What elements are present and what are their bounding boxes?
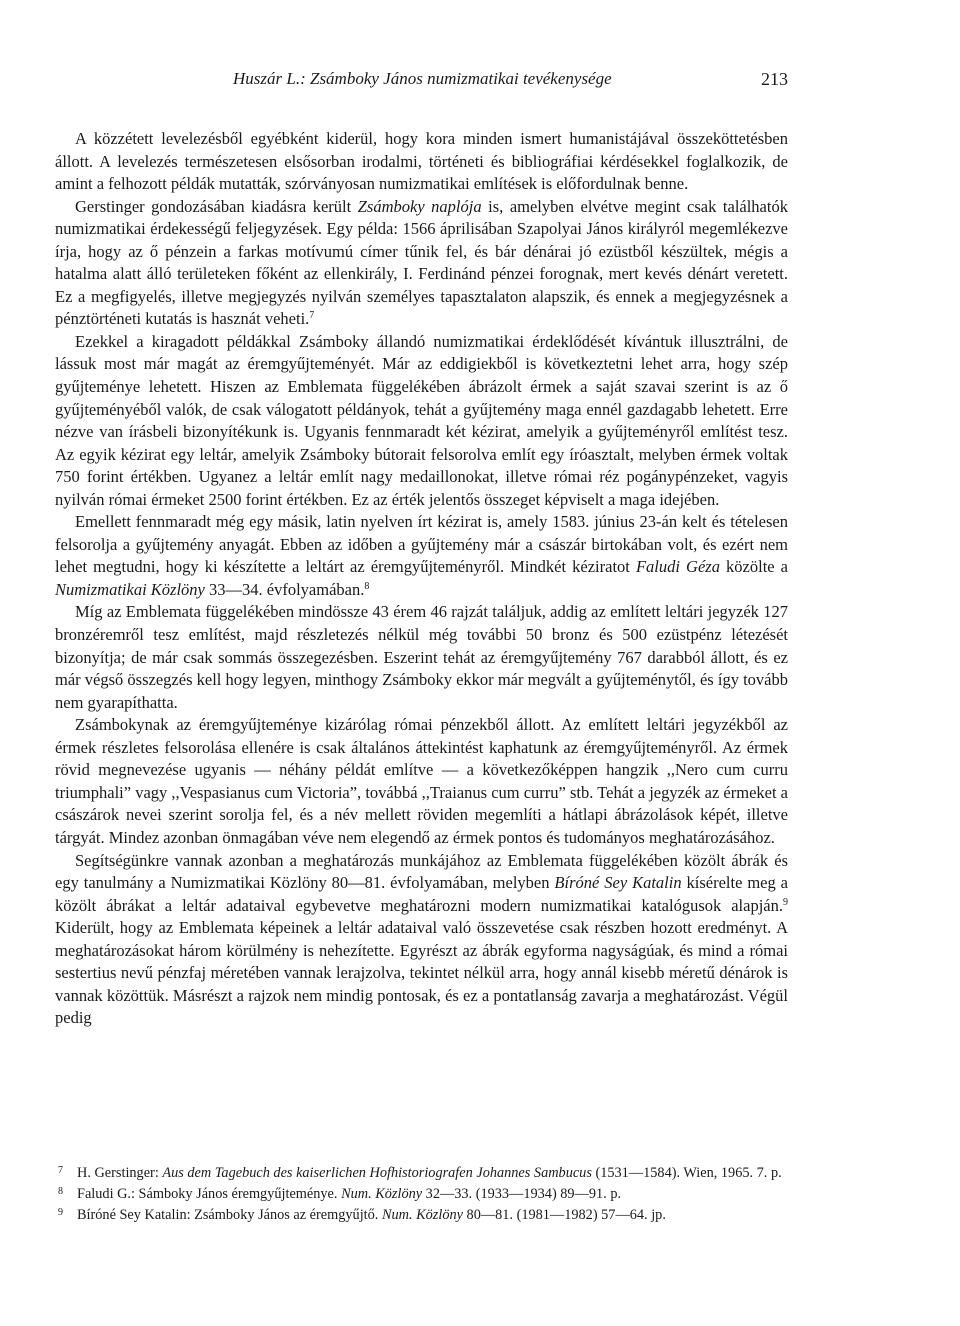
paragraph — [55, 331, 788, 511]
text-run: kísérelte meg a közölt ábrákat a leltár adataival egybevetve meghatározni modern numizmatikai katalógusok alapján. — [55, 873, 788, 915]
footnote-reference: 9 — [783, 896, 788, 908]
footnote — [55, 1184, 788, 1205]
paragraph — [55, 601, 788, 714]
text-run: Bíróné Sey Katalin: Zsámboky János az éremgyűjtő. — [77, 1207, 382, 1223]
paragraph — [55, 850, 788, 1030]
text-run: Zsámbokynak az éremgyűjteménye kizárólag római pénzekből állott. Az említett leltári jegyzékből az érmek részletes felsorolása ellenére is csak általános áttekintést kaphatunk az éremgyűjteményről. Az érmek rövid megnevezése ugyanis — néhány példát említve — a következőképpen hangzik ,,Nero cum curru triumphali” vagy ,,Vespasianus cum Victoria”, továbbá ,,Traianus cum curru” stb. Tehát a jegyzék az érmeket a császárok nevei szerint sorolja fel, és a név mellett röviden megemlíti a hátlapi ábrázolások képét, illetve tárgyát. Mindez azonban önmagában véve nem elegendő az érmek pontos és tudományos meghatározásához. — [55, 715, 788, 847]
text-run: 33—34. évfolyamában. — [204, 579, 365, 599]
paragraph — [55, 714, 788, 849]
text-run: Faludi G.: Sámboky János éremgyűjteménye. — [77, 1186, 342, 1202]
italic-text: Bíróné Sey Katalin — [554, 873, 682, 893]
text-run: A közzétett levelezésből egyébként kiderül, hogy kora minden ismert humanistájával összeköttetésben állott. A levelezés természetesen elsősorban irodalmi, történeti és bibliográfiai kérdésekkel foglalkozik, de amint a felhozott példák mutatták, szórványosan numizmatikai említések is előfordulnak benne. — [55, 129, 788, 194]
paragraph — [55, 128, 788, 196]
text-run: is, amelyben elvétve megint csak találhatók numizmatikai érdekességű feljegyzések. Egy példa: 1566 áprilisában Szapolyai János királyról megemlékezve írja, hogy az ő pénzein a farkas motívumú címer tűnik fel, és bár dénárai jó ezüstből készültek, mégis a hatalma alatt álló területeken főként az ellenkirály, I. Ferdinánd pénzei forognak, mert kevés dénárt veretett. Ez a megfigyelés, illetve megjegyzés nyilván személyes tapasztalaton alapszik, és ennek a megjegyzésnek a pénztörténeti kutatás is hasznát veheti. — [55, 196, 788, 329]
italic-text: Zsámboky naplója — [357, 196, 482, 216]
text-run: (1531—1584). Wien, 1965. 7. p. — [591, 1165, 782, 1181]
italic-text: Numizmatikai Közlöny — [55, 579, 205, 599]
italic-text: Num. Közlöny — [381, 1207, 463, 1223]
footnote-mark: 8 — [58, 1186, 63, 1197]
italic-text: Num. Közlöny — [341, 1186, 423, 1202]
body-text — [55, 128, 788, 1030]
text-run: Gerstinger gondozásában kiadásra került — [75, 196, 358, 216]
footnotes — [55, 1163, 788, 1226]
footnote-reference: 8 — [364, 580, 370, 592]
footnote-mark: 9 — [58, 1207, 63, 1218]
text-run: 32—33. (1933—1934) 89—91. p. — [422, 1186, 622, 1202]
page-number: 213 — [761, 69, 788, 89]
text-run: Kiderült, hogy az Emblemata képeinek a leltár adataival való összevetése csak részben hozott eredményt. A meghatározásokat három körülmény is nehezítette. Egyrészt az ábrák egyforma nagyságúak, és mind a római sestertius nevű pénzfaj méretében vannak lerajzolva, tekintet nélkül arra, hogy annál kisebb méretű dénárok is vannak közöttük. Másrészt a rajzok nem mindig pontosak, és ez a pontatlanság zavarja a meghatározást. Végül pedig — [55, 918, 788, 1028]
text-run: Míg az Emblemata függelékében mindössze 43 érem 46 rajzát találjuk, addig az említett leltári jegyzék 127 bronzéremről tesz említést, majd részletezés nélkül még további 50 bronz és 500 ezüstpénz létezését bizonyítja; de már csak sommás összegezésben. Eszerint tehát az éremgyűjtemény 767 darabból állott, és ez már végső összegzés kell hogy legyen, minthogy Zsámboky ekkor már megvált a gyűjteménytől, és így tovább nem gyarapíthatta. — [55, 602, 788, 712]
text-run: Ezekkel a kiragadott példákkal Zsámboky állandó numizmatikai érdeklődését kívántuk illusztrálni, de lássuk most már magát az éremgyűjteményét. Már az eddigiekből is következtetni lehet arra, hogy szép gyűjteménye lehetett. Hiszen az Emblemata függelékében ábrázolt érmek a saját szavai szerint is az ő gyűjteményéből valók, de csak válogatott példányok, tehát a gyűjtemény maga ennél gazdagabb lehetett. Erre nézve van írásbeli bizonyítékunk is. Ugyanis fennmaradt két kézirat, amelyik a gyűjteményről említést tesz. Az egyik kézirat egy leltár, amelyik Zsámboky bútorait felsorolva említ egy íróasztalt, melyben érmek voltak 750 forint értékben. Ugyanez a leltár említ nagy medaillonokat, illetve római réz pogánypénzeket, vagyis nyilván római érmeket 2500 forint értékben. Ez az érték jelentős összeget képviselt a maga idejében. — [55, 331, 788, 509]
paragraph — [55, 196, 788, 331]
footnote-reference: 7 — [309, 310, 315, 322]
footnote-mark: 7 — [58, 1165, 63, 1176]
italic-text: Aus dem Tagebuch des kaiserlichen Hofhistoriografen Johannes Sambucus — [162, 1165, 592, 1181]
text-run: 80—81. (1981—1982) 57—64. jp. — [462, 1207, 666, 1223]
footnote — [55, 1205, 788, 1226]
text-run: Emellett fennmaradt még egy másik, latin nyelven írt kézirat is, amely 1583. június 23-án kelt és tételesen felsorolja a gyűjtemény anyagát. Ebben az időben a gyűjtemény már a császár birtokában volt, és ezért nem lehet megtudni, hogy ki készítette a leltárt az éremgyűjteményről. Mindkét kéziratot — [55, 512, 788, 577]
running-title: Huszár L.: Zsámboky János numizmatikai tevékenysége — [233, 69, 612, 88]
italic-text: Faludi Géza — [635, 557, 720, 577]
text-run: Segítségünkre vannak azonban a meghatározás munkájához az Emblemata függelékében közölt ábrák és egy tanulmány a Numizmatikai Közlöny 80—81. évfolyamában, melyben — [55, 850, 788, 893]
footnote — [55, 1163, 788, 1184]
text-run: közölte a — [719, 557, 789, 577]
text-run: H. Gerstinger: — [77, 1165, 163, 1181]
paragraph — [55, 511, 788, 601]
